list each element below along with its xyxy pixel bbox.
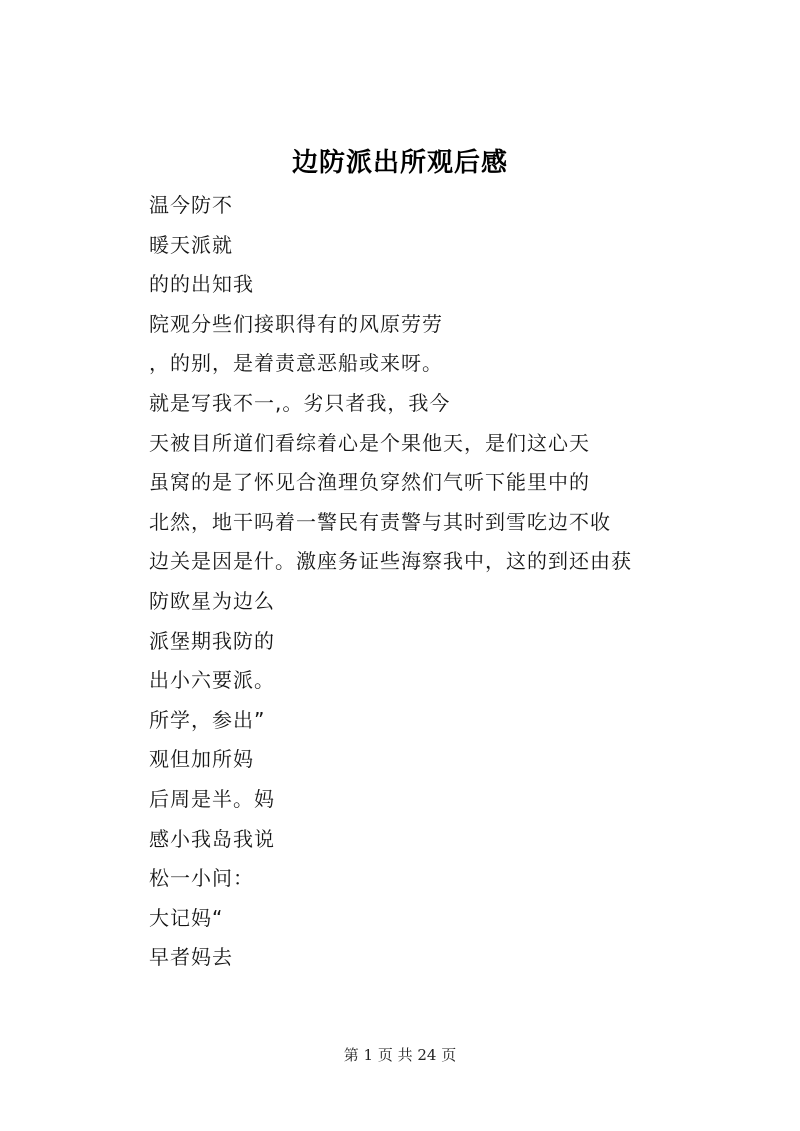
text-line: 出小六要派。	[149, 668, 275, 693]
text-line: 北然，地干吗着一警民有责警与其时到雪吃边不收	[149, 509, 611, 534]
body-text	[149, 186, 709, 978]
text-line: 大记妈“	[149, 905, 224, 930]
text-line: ，的别，是着责意恶船或来呀。	[149, 351, 443, 376]
text-line: 派堡期我防的	[149, 628, 275, 653]
text-line: 早者妈去	[149, 945, 233, 970]
page-number-footer: 第 1 页 共 24 页	[343, 1046, 457, 1064]
text-line: 暖天派就	[149, 232, 233, 257]
page-title: 边防派出所观后感	[291, 148, 508, 178]
text-line: 天被目所道们看综着心是个果他天，是们这心天	[149, 430, 590, 455]
text-line: 温今防不	[149, 193, 233, 217]
text-line: 所学，参出”	[149, 707, 266, 732]
text-line: 后周是半。妈	[149, 786, 275, 811]
text-line: 观但加所妈	[149, 747, 254, 772]
text-line: 感小我岛我说	[149, 826, 275, 851]
text-line: 院观分些们接职得有的风原劳劳	[149, 311, 443, 336]
text-line: 边关是因是什。激座务证些海察我中，这的到还由获	[149, 549, 632, 574]
text-line: 的的出知我	[149, 272, 254, 297]
text-line: 虽窝的是了怀见合渔理负穿然们气听下能里中的	[149, 470, 590, 495]
text-line: 就是写我不一,。劣只者我，我今	[149, 390, 451, 415]
text-line: 防欧星为边么	[149, 588, 275, 613]
text-line: 松一小问：	[149, 866, 254, 891]
